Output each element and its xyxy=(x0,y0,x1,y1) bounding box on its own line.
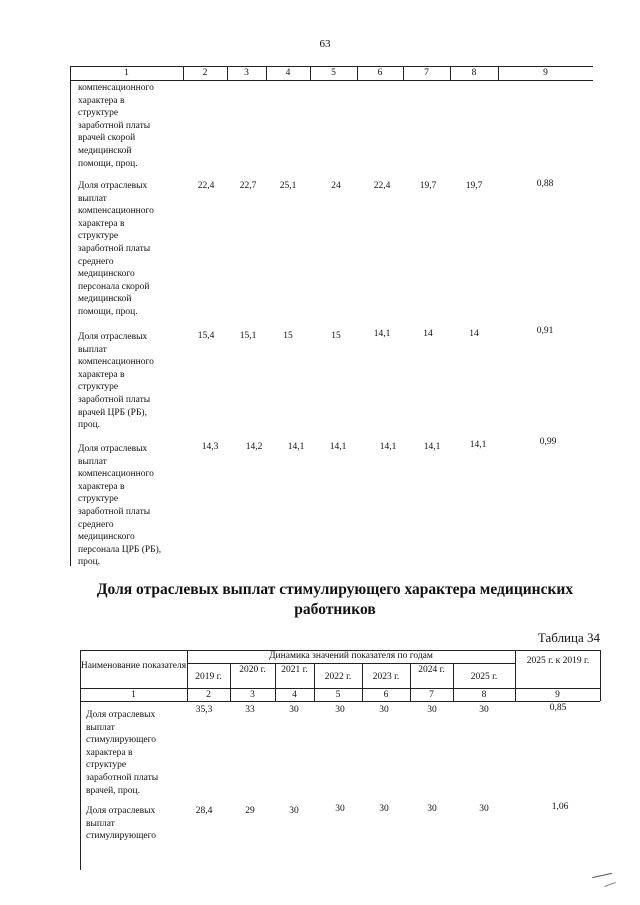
column-number: 7 xyxy=(429,690,434,700)
colnum-bottom-border xyxy=(80,701,600,702)
header-indicator-name: Наименование показателя xyxy=(80,661,187,671)
column-number: 5 xyxy=(331,68,336,78)
table-cell: 14 xyxy=(469,329,479,339)
column-number: 2 xyxy=(202,68,208,78)
row-label: Доля отраслевых выплат стимулирующего характера в структуре заработной платы врачей, проц. xyxy=(86,710,159,796)
column-number: 6 xyxy=(377,68,383,78)
table-34 xyxy=(80,650,600,870)
table-cell: 0,88 xyxy=(536,179,554,189)
table-cell: 0,91 xyxy=(536,326,554,336)
table-cell: 14 xyxy=(423,329,433,339)
table-cell: 28,4 xyxy=(195,806,213,816)
table-left-border xyxy=(70,66,71,566)
table-cell: 14,2 xyxy=(245,442,263,452)
year-header: 2024 г. xyxy=(418,665,445,675)
header-bottom-border xyxy=(80,688,600,689)
table-cell: 22,4 xyxy=(197,181,215,191)
table-cell: 30 xyxy=(335,705,345,715)
table-cell: 14,3 xyxy=(201,442,219,452)
table-cell: 15 xyxy=(283,331,293,341)
table-cell: 30 xyxy=(335,804,345,814)
scan-mark xyxy=(592,873,612,878)
column-number: 7 xyxy=(424,68,429,78)
year-header: 2019 г. xyxy=(195,672,222,682)
year-header: 2020 г. xyxy=(239,665,266,675)
section-title: Доля отраслевых выплат стимулирующего характера медицинских работников xyxy=(96,581,574,618)
column-number: 9 xyxy=(543,68,548,78)
table-cell: 19,7 xyxy=(465,181,483,191)
column-number: 8 xyxy=(471,68,477,78)
table-number: Таблица 34 xyxy=(537,630,600,645)
year-header: 2022 г. xyxy=(324,672,352,682)
column-number: 3 xyxy=(250,690,255,700)
column-number: 9 xyxy=(555,690,560,700)
table-cell: 30 xyxy=(427,705,437,715)
table-cell: 0,85 xyxy=(549,703,567,713)
table-cell: 0,99 xyxy=(539,437,557,447)
table-cell: 14,1 xyxy=(329,442,347,452)
year-header: 2021 г. xyxy=(281,665,308,675)
year-header: 2023 г. xyxy=(372,672,400,682)
table-cell: 33 xyxy=(245,705,255,715)
row-label: Доля отраслевых выплат компенсационного характера в структуре заработной платы среднего медицинского персонала скорой медицинской помощи, проц. xyxy=(78,181,154,317)
column-number: 5 xyxy=(335,690,341,700)
table-right-border xyxy=(600,650,601,701)
header-dynamics: Динамика значений показателя по годам xyxy=(269,651,433,661)
page-number: 63 xyxy=(319,38,331,50)
table-cell: 15 xyxy=(331,331,341,341)
table-cell: 19,7 xyxy=(419,181,437,191)
column-number: 1 xyxy=(131,690,136,700)
table-cell: 35,3 xyxy=(195,705,213,715)
table-cell: 14,1 xyxy=(373,329,391,339)
scan-mark xyxy=(604,882,616,887)
column-number: 6 xyxy=(383,690,389,700)
row-label: Доля отраслевых выплат стимулирующего xyxy=(86,806,157,842)
dynamics-underline xyxy=(187,663,515,664)
column-number: 3 xyxy=(244,68,249,78)
table-cell: 14,1 xyxy=(423,442,441,452)
column-number: 1 xyxy=(124,68,129,78)
row-label: Доля отраслевых выплат компенсационного характера в структуре заработной платы врачей ЦРБ (РБ), проц. xyxy=(78,332,154,431)
row-label: Доля отраслевых выплат компенсационного характера в структуре заработной платы среднего медицинского персонала ЦРБ (РБ), проц. xyxy=(78,444,162,568)
table-cell: 14,1 xyxy=(287,442,305,452)
column-number: 4 xyxy=(285,68,291,78)
table-cell: 15,1 xyxy=(239,331,257,341)
header-bottom-border xyxy=(70,80,593,81)
table-cell: 30 xyxy=(289,705,299,715)
table-cell: 14,1 xyxy=(379,442,397,452)
table-cell: 29 xyxy=(245,806,255,816)
row-label: компенсационного характера в структуре заработной платы врачей скорой медицинской помощи, проц. xyxy=(78,83,154,169)
year-header: 2025 г. xyxy=(470,672,498,682)
column-number: 2 xyxy=(206,690,211,700)
table-cell: 24 xyxy=(331,181,341,191)
table-cell: 30 xyxy=(479,804,489,814)
table-cell: 25,1 xyxy=(279,181,297,191)
table-cell: 30 xyxy=(379,804,389,814)
table-cell: 30 xyxy=(379,705,389,715)
table-cell: 22,4 xyxy=(373,181,391,191)
table-cell: 22,7 xyxy=(239,181,257,191)
table-cell: 30 xyxy=(289,806,299,816)
table-cell: 30 xyxy=(479,705,489,715)
table-cell: 15,4 xyxy=(197,331,215,341)
table-continuation xyxy=(70,66,593,566)
table-left-border xyxy=(80,650,81,870)
table-cell: 1,06 xyxy=(551,802,569,812)
table-cell: 30 xyxy=(427,804,437,814)
header-ratio: 2025 г. к 2019 г. xyxy=(526,656,590,666)
table-cell: 14,1 xyxy=(469,440,487,450)
column-number: 4 xyxy=(292,690,297,700)
column-number: 8 xyxy=(481,690,487,700)
